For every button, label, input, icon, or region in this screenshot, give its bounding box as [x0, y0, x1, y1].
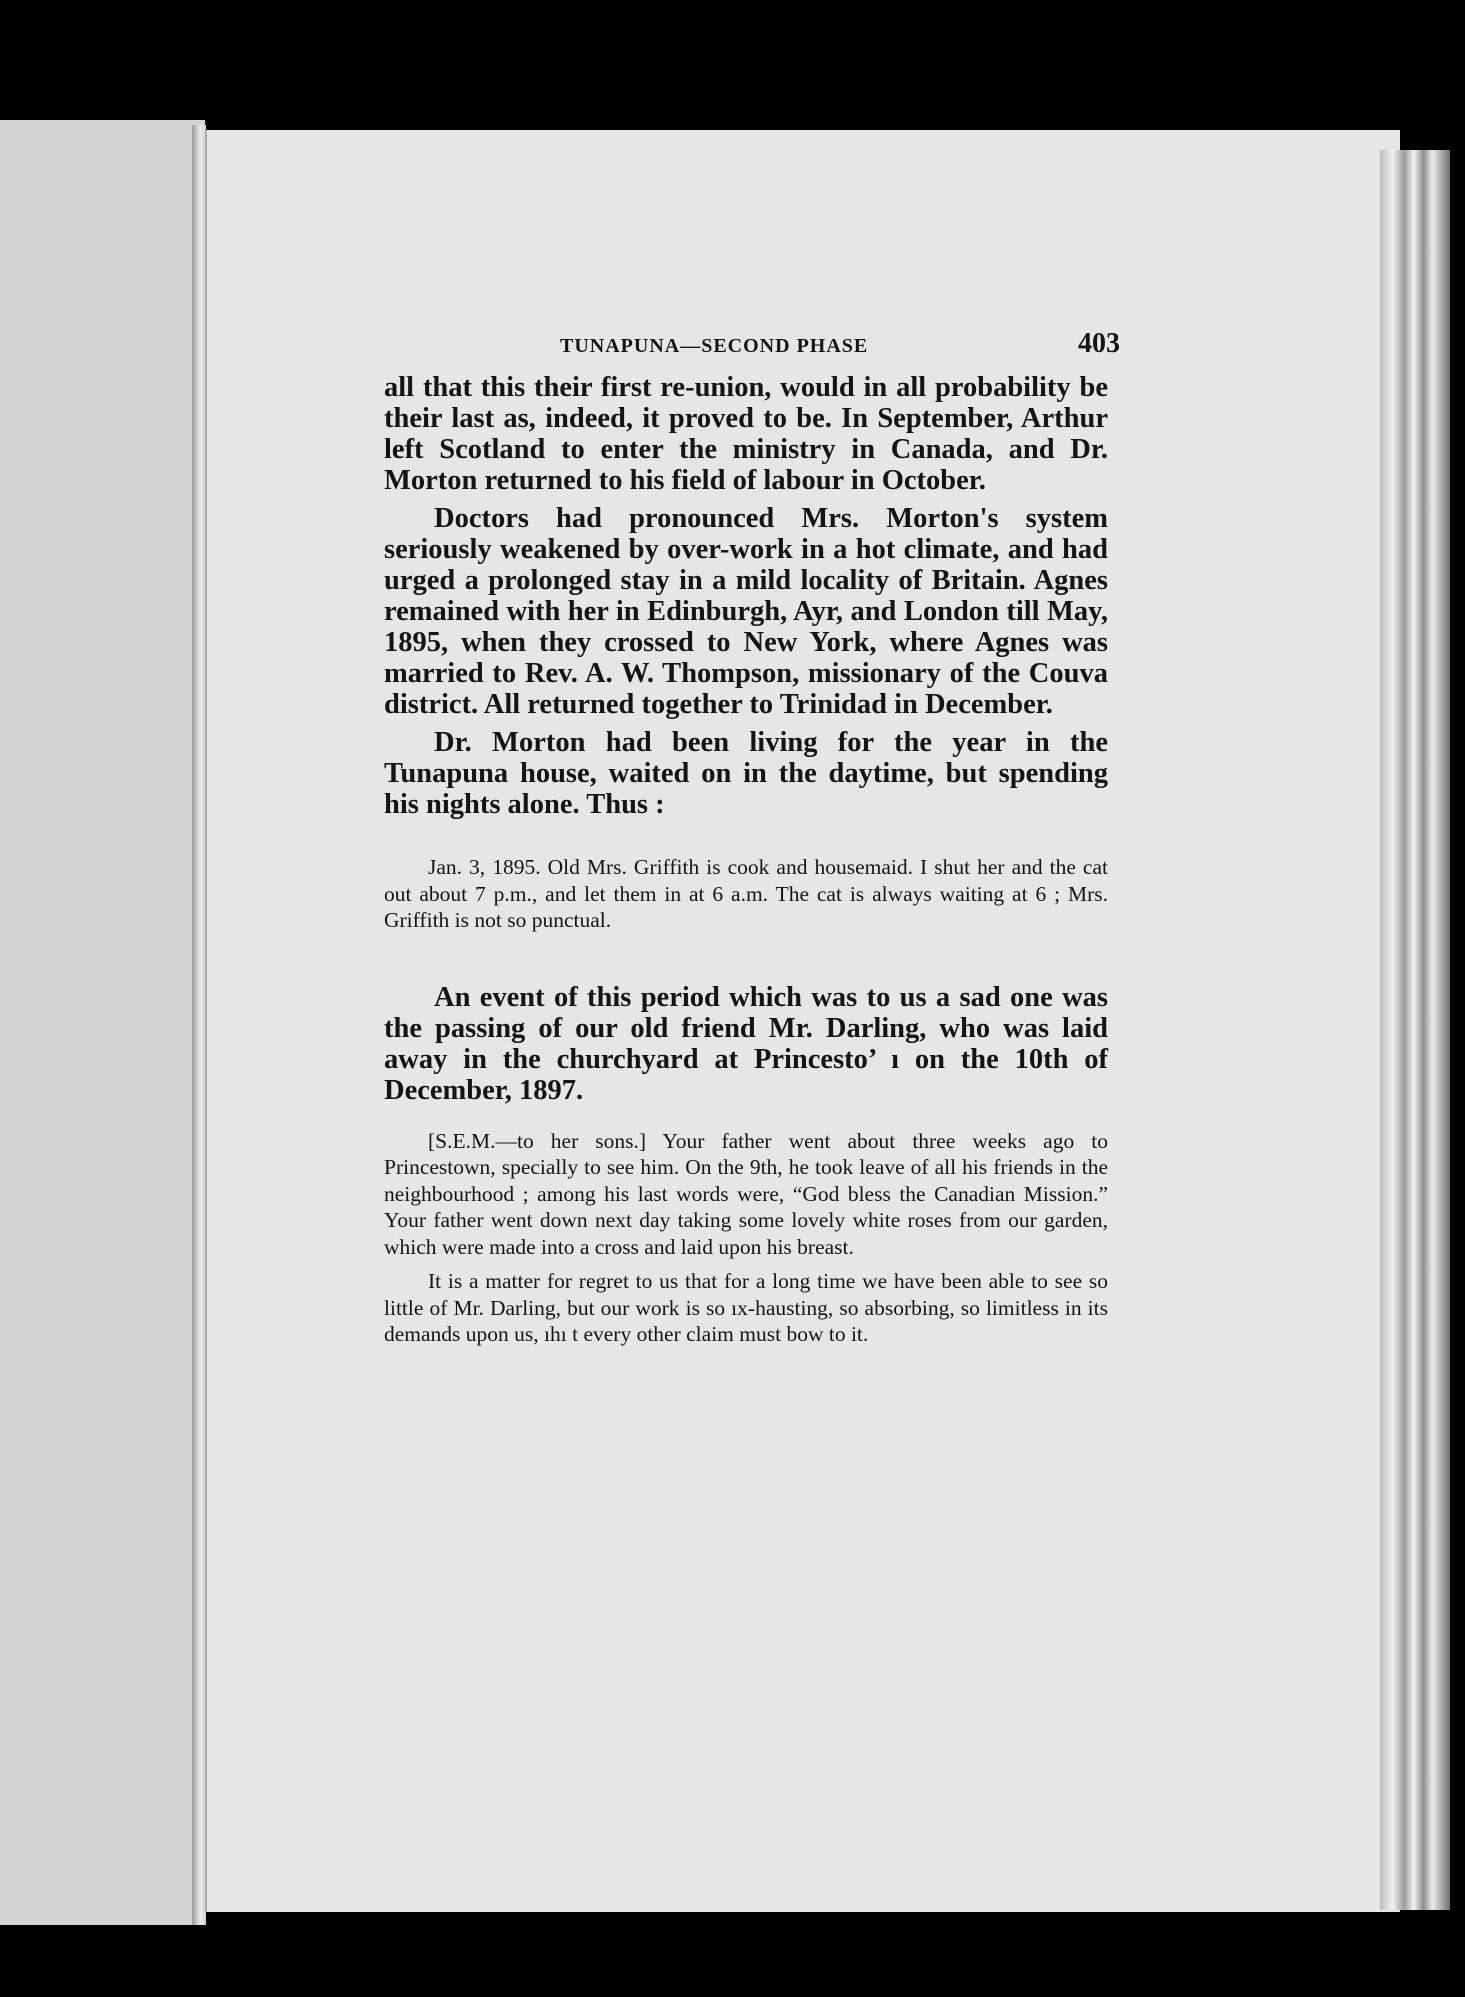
paragraph: Dr. Morton had been living for the year in the Tunapuna house, waited on in the daytime, but spending his nights alone. Thus : [384, 727, 1108, 820]
paragraph: all that this their first re-union, would in all probability be their last as, indeed, it proved to be. In September, Arthur left Scotland to enter the ministry in Canada, and Dr. Morton returned to his field of labour in October. [384, 372, 1108, 496]
page-number: 403 [1078, 328, 1120, 359]
quoted-extract: Jan. 3, 1895. Old Mrs. Griffith is cook and housemaid. I shut her and the cat out about 7 p.m., and let them in at 6 a.m. The cat is always waiting at 6 ; Mrs. Griffith is not so punctual. [384, 855, 1108, 932]
running-title: TUNAPUNA—SECOND PHASE [560, 335, 869, 357]
book-gutter [192, 125, 206, 1925]
section-gap [384, 942, 1108, 982]
page-stack-edge [1380, 150, 1450, 1910]
quoted-extract: It is a matter for regret to us that for a long time we have been able to see so little of Mr. Darling, but our work is so ıx-hausting, so absorbing, so limitless in its demands upon us, ıhı t every other claim must bow to it. [384, 1269, 1108, 1346]
paragraph: An event of this period which was to us a sad one was the passing of our old friend Mr. Darling, who was laid away in the churchyard at Princesto’ ı on the 10th of December, 1897. [384, 981, 1108, 1106]
quoted-extract: [S.E.M.—to her sons.] Your father went about three weeks ago to Princestown, specially to see him. On the 9th, he took leave of all his friends in the neighbourhood ; among his last words were, “God bless the Canadian Mission.” Your father went down next day taking some lovely white roses from our garden, which were made into a cross and laid upon his breast. [384, 1128, 1108, 1259]
running-head [560, 328, 1120, 360]
left-page [0, 120, 205, 1925]
page-body [384, 372, 1108, 1356]
paragraph: Doctors had pronounced Mrs. Morton's system seriously weakened by over-work in a hot climate, and had urged a prolonged stay in a mild locality of Britain. Agnes remained with her in Edinburgh, Ayr, and London till May, 1895, when they crossed to New York, where Agnes was married to Rev. A. W. Thompson, missionary of the Couva district. All returned together to Trinidad in December. [384, 503, 1108, 720]
